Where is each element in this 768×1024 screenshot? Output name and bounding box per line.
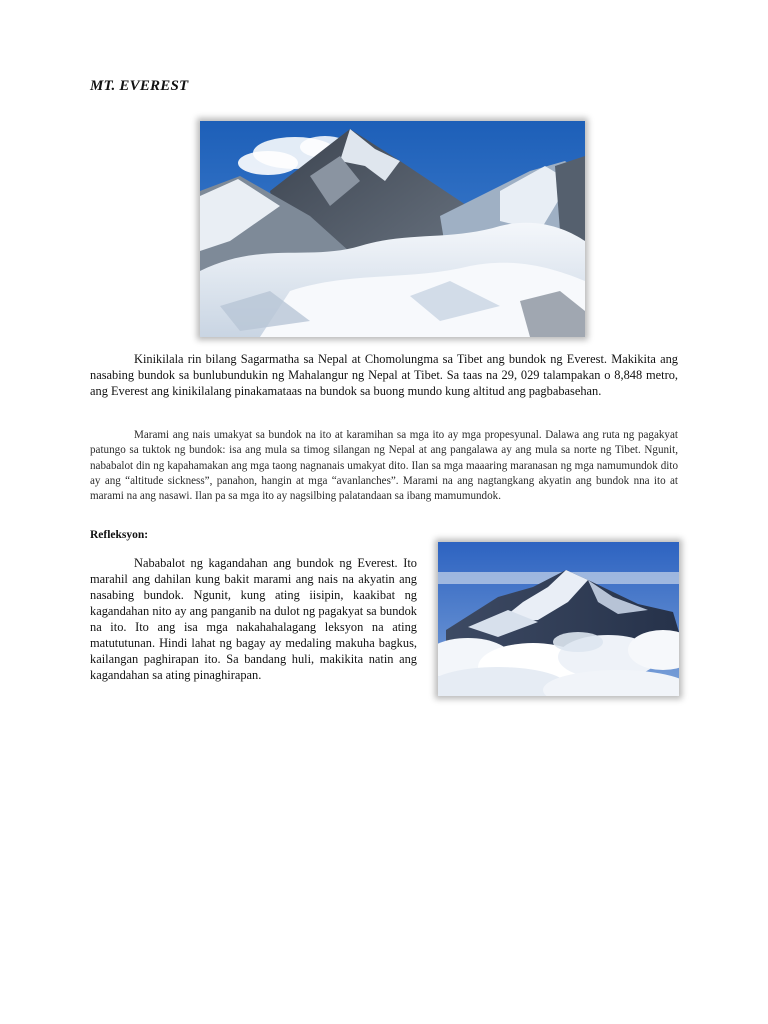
- reflection-paragraph: Nababalot ng kagandahan ang bundok ng Everest. Ito marahil ang dahilan kung bakit marami ang nais na akyatin ang nasabing bundok. Ngunit, kung ating iisipin, kaakibat ng kagandahan nito ay ang panganib na dulot ng pagakyat sa bundok na ito. Ito ang isa mga nakahahalagang leksyon na ating matututunan. Hindi lahat ng bagay ay medaling makuha bagkus, kailangan paghirapan ito. Sa bandang huli, makikita natin ang kagandahan sa ating pinaghirapan.: [90, 556, 417, 682]
- page-title: MT. EVEREST: [90, 78, 189, 94]
- everest-photo-clouds: [438, 542, 679, 696]
- climbing-paragraph: Marami ang nais umakyat sa bundok na ito at karamihan sa mga ito ay mga propesyunal. Dalawa ang ruta ng pagakyat patungo sa tuktok ng bundok: isa ang mula sa timog silangan ng Nepal at ang pangalawa ay ang mula sa norte ng Tibet. Ngunit, nababalot din ng kapahamakan ang mga taong nagnanais umakyat dito. Ilan sa mga maaaring maranasan ng mga namumundok dito ay ang “altitude sickness”, panahon, hangin at mga “avanlanches”. Marami na ang nagtangkang akyatin ang bundok nna ito at marami na ang nasawi. Ilan pa sa mga ito ay nagsilbing palatandaan sa ibang mamumundok.: [90, 429, 678, 503]
- everest-photo-top: [200, 121, 585, 337]
- reflection-heading: Refleksyon:: [90, 529, 149, 541]
- intro-paragraph: Kinikilala rin bilang Sagarmatha sa Nepal at Chomolungma sa Tibet ang bundok ng Everest. Makikita ang nasabing bundok sa bunlubundukin ng Mahalangur ng Nepal at Tibet. Sa taas na 29, 029 talampakan o 8,848 metro, ang Everest ang kinikilalang pinakamataas na bundok sa buong mundo kung altitud ang pagbabasehan.: [90, 352, 678, 398]
